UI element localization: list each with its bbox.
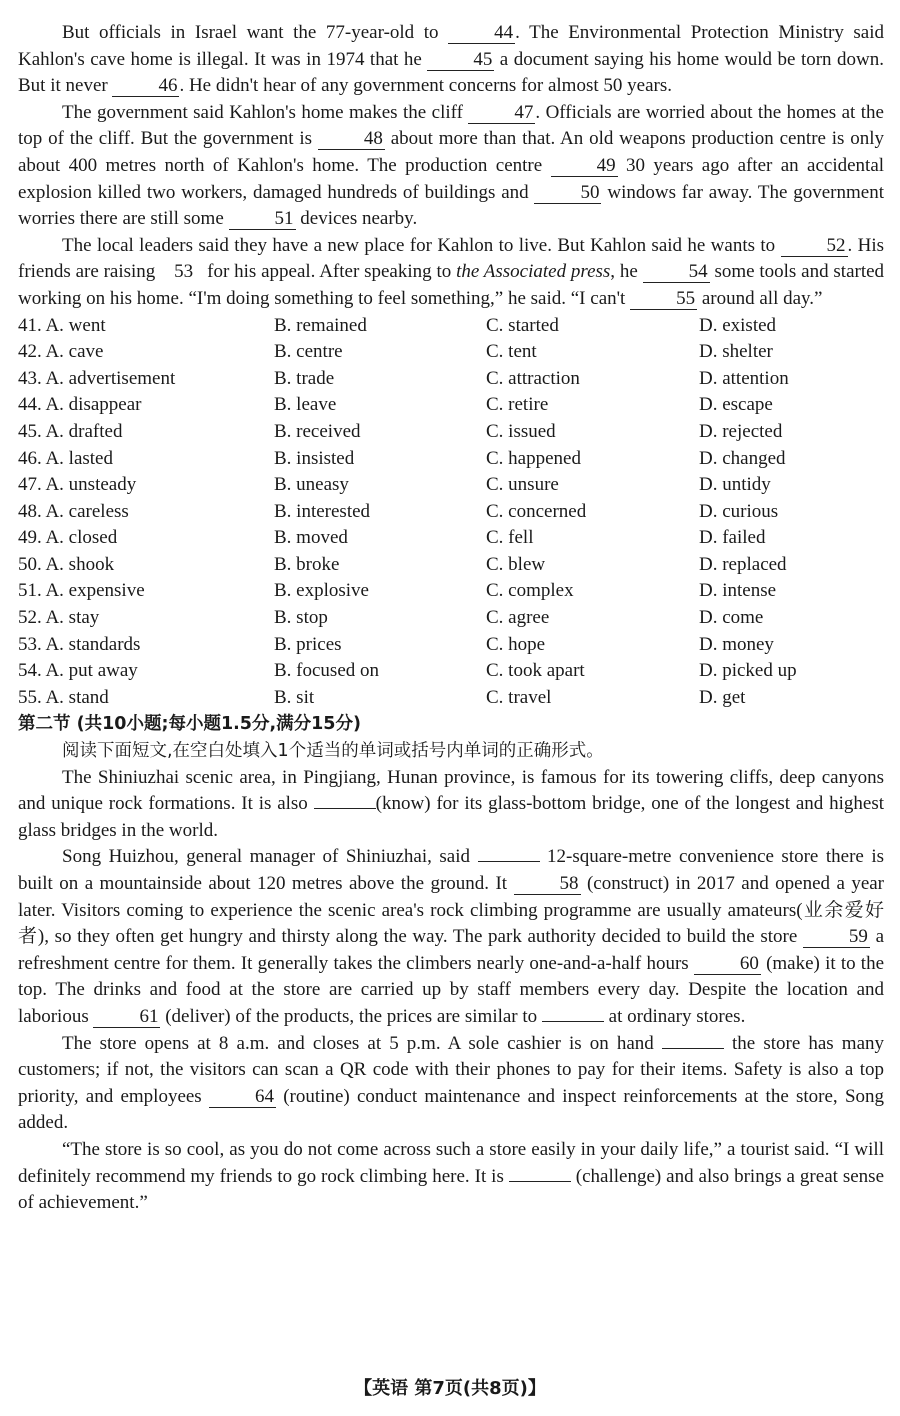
blank-57 (478, 861, 540, 862)
option-c: C. blew (486, 553, 546, 575)
text-span: devices nearby. (300, 208, 418, 230)
option-d: D. shelter (699, 341, 773, 363)
option-row (18, 632, 884, 659)
text-span: The store opens at 8 a.m. and closes at 5 p.m. A sole cashier is on hand (62, 1032, 654, 1054)
option-a: 53. A. standards (18, 633, 141, 655)
passage2-paragraph-2 (18, 844, 884, 1030)
text-span: some tools and started working on his home. “I'm doing something to feel something,” he said. “I can't (18, 261, 885, 309)
option-b: B. trade (274, 367, 335, 389)
exam-page (18, 20, 884, 1217)
text-span: The local leaders said they have a new place for Kahlon to live. But Kahlon said he wants to (62, 234, 776, 256)
text-span: at ordinary stores. (608, 1005, 746, 1027)
option-b: B. focused on (274, 660, 380, 682)
blank-61: 61 (93, 1007, 160, 1028)
option-d: D. rejected (699, 420, 783, 442)
passage2-paragraph-4 (18, 1137, 884, 1217)
option-d: D. intense (699, 580, 777, 602)
option-d: D. existed (699, 314, 777, 336)
option-d: D. money (699, 633, 774, 655)
option-c: C. issued (486, 420, 556, 442)
text-span: The Shiniuzhai scenic area, in Pingjiang, Hunan province, is famous for its towering cliffs, deep canyons and unique rock formations. It is also (18, 766, 884, 815)
option-row (18, 605, 884, 632)
option-b: B. insisted (274, 447, 355, 469)
blank-47: 47 (468, 103, 535, 124)
option-row (18, 578, 884, 605)
option-d: D. untidy (699, 474, 771, 496)
text-span: . The Environmental Protection Ministry said Kahlon's cave home is illegal. It was in 1974 that he (18, 22, 884, 70)
option-b: B. stop (274, 607, 328, 629)
passage2-paragraph-1 (18, 765, 884, 845)
option-b: B. explosive (274, 580, 369, 602)
option-c: C. happened (486, 447, 581, 469)
blank-65 (509, 1181, 571, 1182)
text-span: windows far away. The government worries there are still some (18, 181, 884, 230)
text-span: for his appeal. After speaking to (207, 261, 452, 283)
option-a: 47. A. unsteady (18, 474, 137, 496)
text-span: The government said Kahlon's home makes the cliff (62, 101, 463, 123)
option-row (18, 525, 884, 552)
blank-52: 52 (781, 236, 848, 257)
blank-55: 55 (630, 289, 697, 310)
option-b: B. leave (274, 394, 337, 416)
blank-59: 59 (803, 927, 870, 948)
section-heading: 第二节 (共10小题;每小题1.5分,满分15分) (18, 714, 361, 735)
blank-50: 50 (534, 183, 601, 204)
option-b: B. received (274, 420, 361, 442)
blank-44: 44 (448, 23, 515, 44)
option-b: B. sit (274, 686, 315, 708)
text-span: (construct) in 2017 and opened a year later. Visitors coming to experience the scenic area's rock climbing programme are usually amateurs(业余爱好者), so they often get hungry and thirsty along the way. The park authority decided to build the store (18, 873, 885, 948)
option-d: D. replaced (699, 553, 787, 575)
option-row (18, 499, 884, 526)
text-span: But officials in Israel want the 77-year-old to (62, 22, 439, 43)
associated-press-title: the Associated press (456, 261, 611, 283)
option-d: D. failed (699, 527, 766, 549)
option-d: D. escape (699, 394, 773, 416)
option-b: B. centre (274, 341, 343, 363)
option-b: B. prices (274, 633, 342, 655)
option-b: B. uneasy (274, 474, 349, 496)
blank-56 (314, 808, 376, 809)
blank-54: 54 (643, 262, 710, 283)
blank-62 (542, 1021, 604, 1022)
option-d: D. get (699, 686, 746, 708)
blank-60: 60 (694, 954, 761, 975)
option-d: D. come (699, 607, 764, 629)
option-a: 55. A. stand (18, 686, 109, 708)
text-span: (make) it to the top. The drinks and food at the store are carried up by staff members every day. Despite the location and laborious (18, 952, 885, 1027)
option-c: C. complex (486, 580, 574, 602)
blank-51: 51 (229, 209, 296, 230)
text-span: a document saying his home would be torn down. But it never (18, 48, 884, 97)
option-c: C. hope (486, 633, 546, 655)
blank-46: 46 (112, 76, 179, 97)
option-row (18, 313, 884, 340)
option-row (18, 339, 884, 366)
section-instruction: 阅读下面短文,在空白处填入1个适当的单词或括号内单词的正确形式。 (62, 741, 604, 762)
text-span: . His friends are raising (18, 234, 884, 283)
text-span: around all day.” (701, 287, 823, 309)
option-b: B. broke (274, 553, 340, 575)
blank-48: 48 (318, 129, 385, 150)
option-c: C. concerned (486, 500, 587, 522)
option-c: C. unsure (486, 474, 559, 496)
blank-64: 64 (209, 1087, 276, 1108)
option-row (18, 552, 884, 579)
option-a: 52. A. stay (18, 607, 100, 629)
option-a: 44. A. disappear (18, 394, 142, 416)
option-b: B. remained (274, 314, 367, 336)
text-span: 12-square-metre convenience store there is built on a mountainside about 120 metres above the ground. It (18, 846, 885, 894)
option-d: D. changed (699, 447, 786, 469)
option-c: C. retire (486, 394, 549, 416)
blank-63 (662, 1048, 724, 1049)
text-span: (challenge) and also brings a great sense of achievement.” (18, 1165, 885, 1214)
passage1-paragraph-2 (18, 100, 884, 233)
option-d: D. curious (699, 500, 779, 522)
text-span: Song Huizhou, general manager of Shiniuzhai, said (62, 846, 470, 868)
option-row (18, 658, 884, 685)
option-a: 41. A. went (18, 314, 106, 336)
option-a: 45. A. drafted (18, 420, 123, 442)
option-c: C. agree (486, 607, 550, 629)
option-row (18, 685, 884, 712)
text-span: . He didn't hear of any government concerns for almost 50 years. (179, 75, 672, 97)
option-row (18, 472, 884, 499)
text-span: (routine) conduct maintenance and inspect reinforcements at the store, Song added. (18, 1085, 885, 1134)
option-c: C. attraction (486, 367, 580, 389)
option-a: 54. A. put away (18, 660, 138, 682)
blank-49: 49 (551, 156, 618, 177)
option-row (18, 366, 884, 393)
text-span: . Officials are worried about the homes at the top of the cliff. But the government is (18, 101, 884, 150)
text-span: 30 years ago after an accidental explosion killed two workers, damaged hundreds of buildings and (18, 154, 885, 203)
blank-53: 53 (174, 261, 194, 283)
option-a: 43. A. advertisement (18, 367, 176, 389)
option-row (18, 419, 884, 446)
option-d: D. picked up (699, 660, 797, 682)
page-footer: 【英语 第7页(共8页)】 (354, 1378, 546, 1399)
text-span: , he (610, 261, 638, 283)
option-c: C. fell (486, 527, 534, 549)
option-a: 42. A. cave (18, 341, 104, 363)
option-d: D. attention (699, 367, 789, 389)
option-row (18, 446, 884, 473)
option-row (18, 392, 884, 419)
option-a: 48. A. careless (18, 500, 129, 522)
text-span: about more than that. An old weapons production centre is only about 400 metres north of Kahlon's home. The production centre (18, 128, 885, 176)
passage1-paragraph-1 (18, 20, 884, 100)
option-b: B. interested (274, 500, 371, 522)
options-table (18, 313, 884, 712)
text-span: “The store is so cool, as you do not come across such a store easily in your daily life,” a tourist said. “I will definitely recommend my friends to go rock climbing here. It is (18, 1138, 884, 1187)
text-span: the store has many customers; if not, the visitors can scan a QR code with their phones to pay for their items. Safety is also a top priority, and employees (18, 1032, 885, 1107)
option-a: 46. A. lasted (18, 447, 113, 469)
blank-58: 58 (514, 874, 581, 895)
option-c: C. started (486, 314, 559, 336)
text-span: (know) for its glass-bottom bridge, one of the longest and highest glass bridges in the world. (18, 793, 885, 841)
text-span: (deliver) of the products, the prices are similar to (165, 1005, 538, 1027)
option-a: 50. A. shook (18, 553, 115, 575)
passage1-paragraph-3 (18, 233, 884, 313)
option-c: C. tent (486, 341, 537, 363)
option-a: 51. A. expensive (18, 580, 145, 602)
option-b: B. moved (274, 527, 348, 549)
blank-45: 45 (427, 50, 494, 71)
option-a: 49. A. closed (18, 527, 118, 549)
passage2-paragraph-3 (18, 1031, 884, 1137)
text-span: a refreshment centre for them. It generally takes the climbers nearly one-and-a-half hours (18, 926, 884, 974)
option-c: C. took apart (486, 660, 585, 682)
option-c: C. travel (486, 686, 552, 708)
